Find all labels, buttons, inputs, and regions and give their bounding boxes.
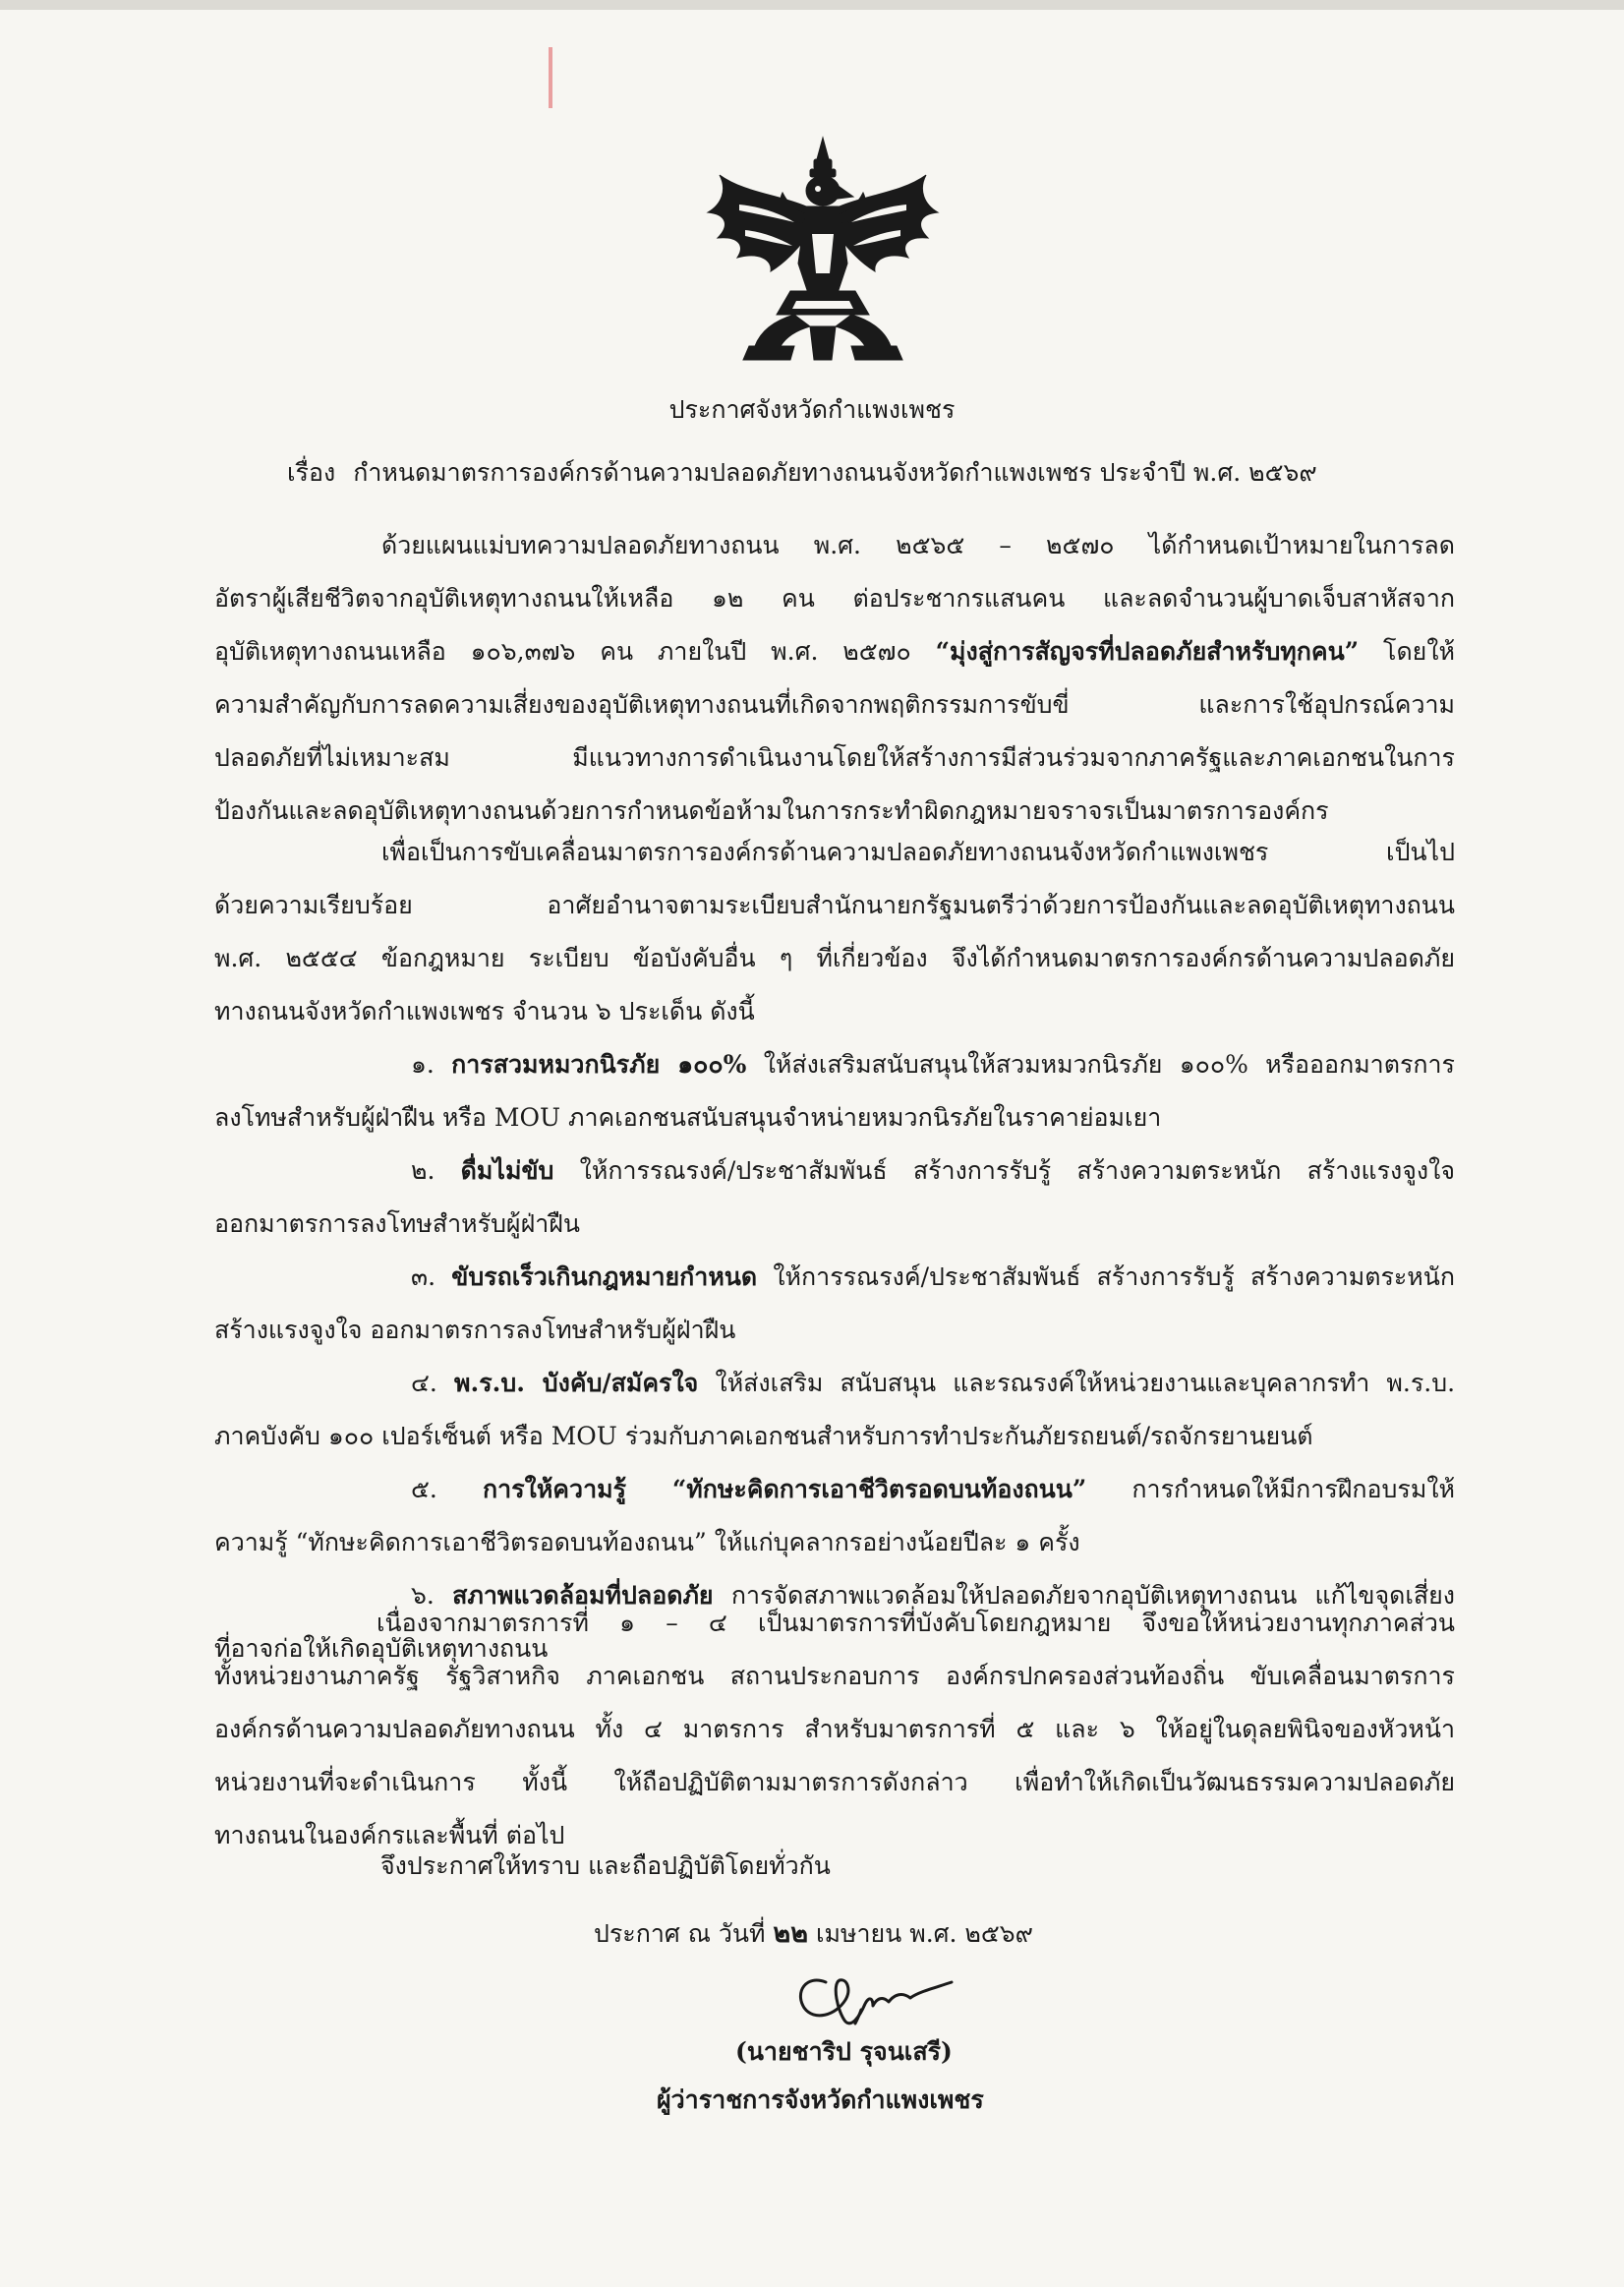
measure-4-line-2: ภาคบังคับ ๑๐๐ เปอร์เซ็นต์ หรือ MOU ร่วมกับภาคเอกชนสำหรับการทำประกันภัยรถยนต์/รถจักรยานยนต์: [214, 1422, 1313, 1450]
measure-text: ให้ส่งเสริมสนับสนุนให้สวมหมวกนิรภัย ๑๐๐% หรือออกมาตรการ: [763, 1050, 1455, 1079]
paragraph-line: เนื่องจากมาตรการที่ ๑ – ๔ เป็นมาตรการที่บังคับโดยกฎหมาย จึงขอให้หน่วยงานทุกภาคส่วน: [377, 1609, 1455, 1637]
paragraph-line: ทั้งหน่วยงานภาครัฐ รัฐวิสาหกิจ ภาคเอกชน สถานประกอบการ องค์กรปกครองส่วนท้องถิ่น ขับเคลื่อนมาตรการ: [214, 1662, 1455, 1690]
measure-title: การสวมหมวกนิรภัย ๑๐๐%: [451, 1050, 747, 1079]
subject-label: เรื่อง: [287, 458, 336, 487]
closing-statement: จึงประกาศให้ทราบ และถือปฏิบัติโดยทั่วกัน: [380, 1851, 831, 1880]
paragraph-line: เพื่อเป็นการขับเคลื่อนมาตรการองค์กรด้านความปลอดภัยทางถนนจังหวัดกำแพงเพชร เป็นไป: [381, 838, 1455, 866]
measure-5: [214, 1463, 1455, 1516]
paragraph-line: ทางถนนจังหวัดกำแพงเพชร จำนวน ๖ ประเด็น ดังนี้: [214, 997, 755, 1026]
measure-number: ๕.: [411, 1475, 437, 1503]
bold-slogan: “มุ่งสู่การสัญจรที่ปลอดภัยสำหรับทุกคน”: [935, 637, 1360, 666]
measure-title: ดื่มไม่ขับ: [460, 1156, 554, 1185]
paragraph-line: อัตราผู้เสียชีวิตจากอุบัติเหตุทางถนนให้เหลือ ๑๒ คน ต่อประชากรแสนคน และลดจำนวนผู้บาดเจ็บสาหัสจาก: [214, 584, 1455, 613]
garuda-emblem-icon: [700, 136, 946, 362]
measure-3-line-2: สร้างแรงจูงใจ ออกมาตรการลงโทษสำหรับผู้ฝ่าฝืน: [214, 1316, 736, 1344]
measure-title: ขับรถเร็วเกินกฎหมายกำหนด: [451, 1262, 758, 1291]
measure-number: ๓.: [411, 1262, 436, 1291]
paragraph-line: ด้วยแผนแม่บทความปลอดภัยทางถนน พ.ศ. ๒๕๖๕ – ๒๕๗๐ ได้กำหนดเป้าหมายในการลด: [381, 531, 1455, 559]
measure-title: การให้ความรู้ “ทักษะคิดการเอาชีวิตรอดบนท้องถนน”: [483, 1475, 1087, 1503]
date-day: ๒๒: [773, 1918, 809, 1949]
announcement-date: [594, 1911, 1033, 1954]
measure-1-line-2: ลงโทษสำหรับผู้ฝ่าฝืน หรือ MOU ภาคเอกชนสนับสนุนจำหน่ายหมวกนิรภัยในราคาย่อมเยา: [214, 1103, 1162, 1132]
measure-title: พ.ร.บ. บังคับ/สมัครใจ: [454, 1369, 699, 1397]
paragraph-line: หน่วยงานที่จะดำเนินการ ทั้งนี้ ให้ถือปฏิบัติตามมาตรการดังกล่าว เพื่อทำให้เกิดเป็นวัฒนธรรมความปลอดภัย: [214, 1768, 1455, 1796]
measure-2-line-2: ออกมาตรการลงโทษสำหรับผู้ฝ่าฝืน: [214, 1209, 581, 1238]
measure-text: ให้การรณรงค์/ประชาสัมพันธ์ สร้างการรับรู้ สร้างความตระหนัก: [773, 1262, 1456, 1291]
signer-position: ผู้ว่าราชการจังหวัดกำแพงเพชร: [657, 2085, 984, 2114]
paragraph-line: ปลอดภัยที่ไม่เหมาะสม มีแนวทางการดำเนินงานโดยให้สร้างการมีส่วนร่วมจากภาครัฐและภาคเอกชนในการ: [214, 743, 1455, 772]
paragraph-2: [214, 826, 1455, 1675]
measure-2: [214, 1144, 1455, 1198]
measure-6-line-2: ที่อาจก่อให้เกิดอุบัติเหตุทางถนน: [214, 1634, 549, 1663]
paragraph-line: ด้วยความเรียบร้อย อาศัยอำนาจตามระเบียบสำนักนายกรัฐมนตรีว่าด้วยการป้องกันและลดอุบัติเหตุทางถนน: [214, 891, 1455, 919]
subject-text: กำหนดมาตรการองค์กรด้านความปลอดภัยทางถนนจังหวัดกำแพงเพชร ประจำปี พ.ศ. ๒๕๖๙: [353, 458, 1317, 487]
paragraph-line: [214, 625, 1455, 678]
measure-text: ให้การรณรงค์/ประชาสัมพันธ์ สร้างการรับรู้ สร้างความตระหนัก สร้างแรงจูงใจ: [579, 1156, 1455, 1185]
paragraph-line: องค์กรด้านความปลอดภัยทางถนน ทั้ง ๔ มาตรการ สำหรับมาตรการที่ ๕ และ ๖ ให้อยู่ในดุลยพินิจของหัวหน้า: [214, 1715, 1455, 1743]
text-run: อุบัติเหตุทางถนนเหลือ ๑๐๖,๓๗๖ คน ภายในปี พ.ศ. ๒๕๗๐: [214, 637, 911, 666]
document-title: ประกาศจังหวัดกำแพงเพชร: [668, 395, 956, 424]
measure-number: ๑.: [411, 1050, 435, 1079]
text-run: โดยให้: [1383, 637, 1456, 666]
measure-title: สภาพแวดล้อมที่ปลอดภัย: [452, 1581, 714, 1610]
paragraph-1: [214, 519, 1455, 838]
paragraph-3: [214, 1597, 1455, 1862]
measure-text: ให้ส่งเสริม สนับสนุน และรณรงค์ให้หน่วยงานและบุคลากรทำ พ.ร.บ.: [715, 1369, 1456, 1397]
paragraph-line: ป้องกันและลดอุบัติเหตุทางถนนด้วยการกำหนดข้อห้ามในการกระทำผิดกฎหมายจราจรเป็นมาตรการองค์กร: [214, 796, 1329, 825]
scan-edge: [0, 0, 1624, 10]
signature-icon: [786, 1953, 963, 2031]
measure-number: ๖.: [411, 1581, 435, 1610]
measure-5-line-2: ความรู้ “ทักษะคิดการเอาชีวิตรอดบนท้องถนน” ให้แก่บุคลากรอย่างน้อยปีละ ๑ ครั้ง: [214, 1528, 1080, 1556]
paragraph-line: ทางถนนในองค์กรและพื้นที่ ต่อไป: [214, 1821, 565, 1849]
measure-3: [214, 1251, 1455, 1304]
date-month-year: เมษายน พ.ศ. ๒๕๖๙: [815, 1919, 1033, 1948]
paragraph-line: ความสำคัญกับการลดความเสี่ยงของอุบัติเหตุทางถนนที่เกิดจากพฤติกรรมการขับขี่ และการใช้อุปกรณ์ความ: [214, 690, 1455, 719]
date-prefix: ประกาศ ณ วันที่: [594, 1919, 766, 1948]
measure-4: [214, 1357, 1455, 1410]
signer-name: (นายชาริป รุจนเสรี): [735, 2037, 953, 2066]
measure-1: [214, 1038, 1455, 1091]
measure-text: การจัดสภาพแวดล้อมให้ปลอดภัยจากอุบัติเหตุทางถนน แก้ไขจุดเสี่ยง: [730, 1581, 1455, 1610]
measure-text: การกำหนดให้มีการฝึกอบรมให้: [1131, 1475, 1456, 1503]
scan-mark: [549, 47, 552, 108]
measure-number: ๔.: [411, 1369, 437, 1397]
paragraph-line: พ.ศ. ๒๕๕๔ ข้อกฎหมาย ระเบียบ ข้อบังคับอื่น ๆ ที่เกี่ยวข้อง จึงได้กำหนดมาตรการองค์กรด้านความปลอดภัย: [214, 944, 1455, 972]
subject-line: [287, 456, 1317, 490]
measure-number: ๒.: [411, 1156, 435, 1185]
